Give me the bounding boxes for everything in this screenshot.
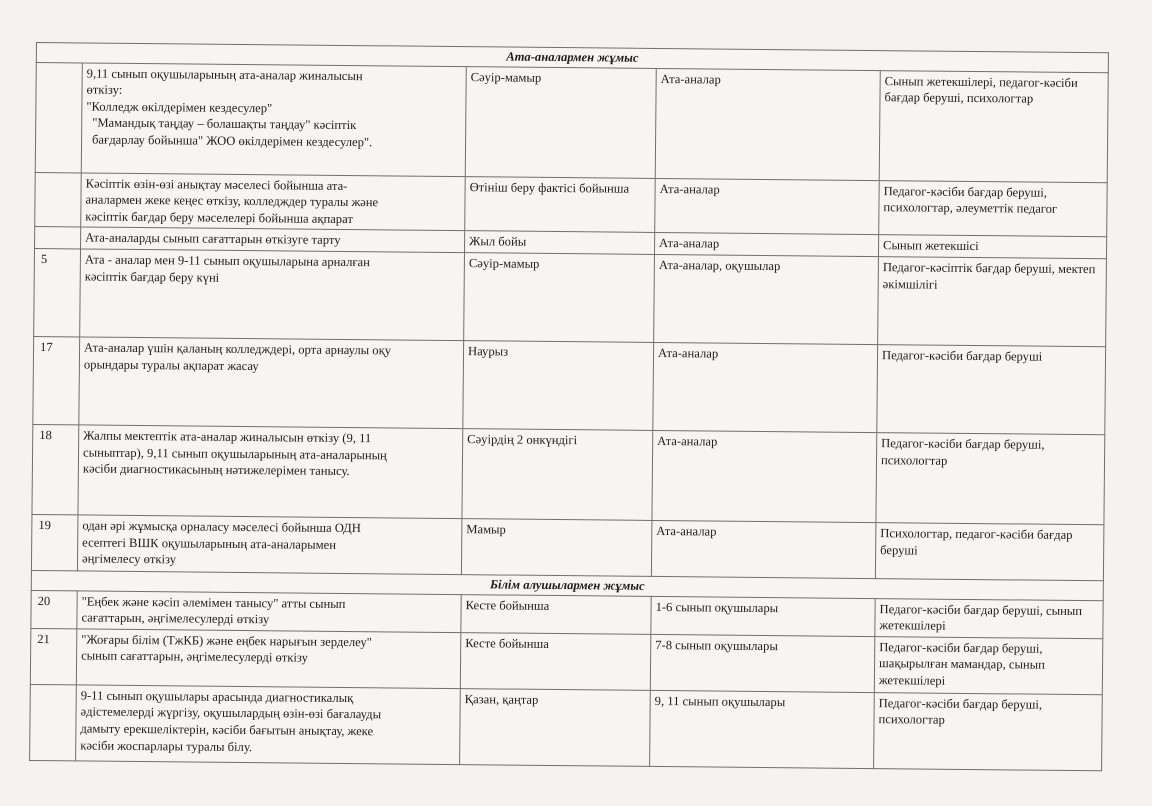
row-timeframe: Кесте бойынша (461, 594, 651, 634)
row-responsible: Педагог-кәсіптік бағдар беруші, мектеп әкімшілігі (878, 257, 1107, 347)
row-target-group: Ата-аналар (653, 342, 878, 432)
activity-line: сағаттарын, әңгімелесулерді өткізу (81, 610, 270, 627)
activity-line: 9-11 сынып оқушылары арасында диагностикалық (80, 688, 354, 705)
activity-line: Ата-аналарды сынып сағаттарын өткізуге тарту (85, 230, 341, 248)
row-target-group: Ата-аналар (651, 520, 876, 578)
row-responsible: Педагог-кәсіби бағдар беруші, психологтар (874, 692, 1103, 770)
row-number (35, 172, 82, 227)
row-timeframe: Қазан, қаңтар (460, 688, 651, 766)
row-responsible: Педагог-кәсіби бағдар беруші, психологтар (876, 433, 1105, 525)
row-activity (81, 63, 466, 177)
activity-line: кәсіптік бағдар беру мәселелері бойынша ақпарат (85, 209, 353, 226)
row-number (30, 684, 77, 760)
row-target-group: Ата-аналар (654, 233, 878, 257)
row-responsible: Педагог-кәсіби бағдар беруші, психологтар, әлеуметтік педагог (879, 180, 1108, 237)
row-activity (76, 629, 461, 689)
activity-line: "Жоғары білім (ТжКБ) және еңбек нарығын зерделеу" (81, 632, 372, 650)
row-number (35, 62, 82, 172)
row-responsible: Педагог-кәсіби бағдар беруші (877, 345, 1106, 435)
activity-line: кәсіби жоспарлары туралы білу. (80, 738, 253, 754)
row-responsible: Сынып жетекшілері, педагог-кәсіби бағдар беруші, психологтар (879, 70, 1108, 182)
activity-line: "Еңбек және кәсіп әлемімен танысу" атты сынып (81, 594, 346, 611)
row-number (35, 227, 81, 249)
row-activity (76, 685, 461, 765)
row-timeframe: Сәуір-мамыр (465, 66, 656, 178)
row-number: 20 (31, 590, 77, 629)
row-activity (77, 591, 461, 633)
row-activity (81, 173, 466, 232)
activity-line: сынып сағаттарын, әңгімелесулерді өткізу (81, 648, 309, 666)
activity-line: Жалпы мектептік ата-аналар жиналысын өткізу (9, 11 (83, 428, 372, 446)
section-title: Білім алушылармен жұмыс (31, 571, 1103, 601)
activity-line: кәсіби диагностикасының нәтижелерімен танысу. (82, 461, 350, 479)
row-responsible: Педагог-кәсіби бағдар беруші, шақырылған мамандар, сынып жетекшілері (874, 636, 1103, 694)
table-row (35, 172, 1108, 237)
row-responsible: Педагог-кәсіби бағдар беруші, сынып жетекшілері (875, 598, 1103, 638)
activity-line: есептегі ВШК оқушыларының ата-аналарымен (82, 535, 337, 552)
row-timeframe: Сәуір-мамыр (464, 253, 655, 343)
activity-line: Кәсіптік өзін-өзі анықтау мәселесі бойынша ата- (85, 176, 348, 193)
activity-line: аналармен жеке кеңес өткізу, колледждер туралы және (85, 192, 379, 210)
table-row (33, 337, 1106, 435)
row-number: 21 (30, 628, 77, 684)
table-row (34, 249, 1107, 347)
table-row (30, 684, 1103, 770)
row-number: 18 (32, 425, 79, 515)
row-target-group: Ата-аналар, оқушылар (654, 254, 879, 344)
row-activity (80, 249, 465, 341)
row-responsible: Сынып жетекшісі (878, 235, 1106, 259)
table-row (30, 628, 1103, 694)
row-timeframe: Сәуірдің 2 онкүндігі (462, 429, 653, 521)
activity-line: әдістемелерді жүргізу, оқушылардың өзін-өзі бағалауды (80, 704, 382, 722)
activity-line: 9,11 сынып оқушыларының ата-аналар жиналысын (86, 66, 363, 83)
activity-line: әңгімелесу өткізу (81, 551, 177, 567)
row-target-group: Ата-аналар (652, 430, 877, 522)
row-target-group: Ата-аналар (655, 178, 880, 235)
table-row (35, 62, 1108, 182)
activity-line: дамыту ерекшеліктерін, кәсіби бағытын анықтау, жеке (80, 721, 374, 739)
row-responsible: Психологтар, педагог-кәсіби бағдар беруші (875, 523, 1104, 581)
activity-line: "Мамандық таңдау – болашақты таңдау" кәсіптік (92, 115, 357, 133)
work-plan-table (29, 42, 1109, 771)
activity-line: сыныптар), 9,11 сынып оқушыларының ата-аналарының (82, 445, 387, 463)
row-target-group: Ата-аналар (655, 68, 880, 180)
row-number: 5 (34, 249, 81, 337)
activity-line: өткізу: (86, 82, 123, 98)
row-timeframe: Мамыр (461, 519, 652, 577)
row-timeframe: Кесте бойынша (460, 632, 651, 690)
row-target-group: 1-6 сынып оқушылары (651, 596, 875, 636)
row-timeframe: Жыл бойы (464, 231, 654, 254)
activity-line: Ата - аналар мен 9-11 сынып оқушыларына арналған (84, 252, 370, 270)
activity-line: Ата-аналар үшін қаланың колледждері, орта арнаулы оқу (84, 340, 392, 358)
row-number: 19 (31, 515, 78, 571)
activity-line: "Колледж өкілдерімен кездесулер" (86, 99, 273, 116)
activity-line: одан әрі жұмысқа орналасу мәселесі бойынша ОДН (82, 518, 361, 536)
activity-line: орындары туралы ақпарат жасау (83, 357, 259, 373)
section-title: Ата-аналармен жұмыс (36, 43, 1108, 73)
row-activity (77, 515, 462, 575)
activity-line: бағдарлау бойынша" ЖОО өкілдерімен кездесулер". (91, 132, 373, 150)
row-activity (79, 337, 464, 429)
row-number: 17 (33, 337, 80, 425)
activity-line: кәсіптік бағдар беру күні (84, 269, 220, 285)
row-target-group: 7-8 сынып оқушылары (650, 634, 875, 692)
table-row (31, 515, 1104, 581)
row-timeframe: Өтініш беру фактісі бойынша (465, 176, 656, 233)
row-activity (78, 425, 463, 519)
table-row (32, 425, 1105, 525)
row-target-group: 9, 11 сынып оқушылары (650, 690, 875, 768)
row-timeframe: Наурыз (463, 341, 654, 431)
